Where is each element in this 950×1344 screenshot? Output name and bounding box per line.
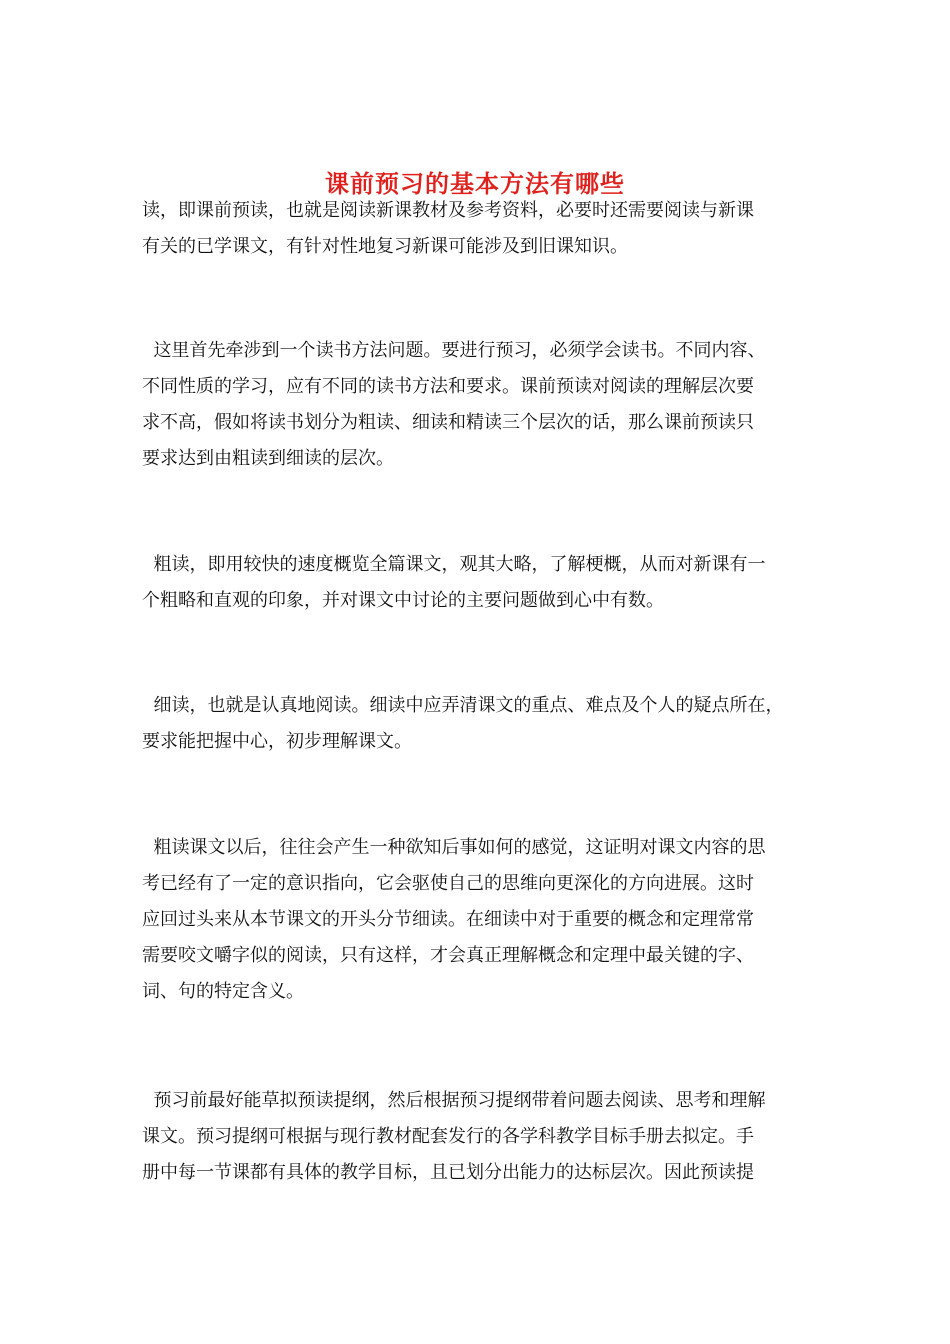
- paragraph-line: 粗读课文以后，往往会产生一种欲知后事如何的感觉，这证明对课文内容的思: [142, 837, 766, 858]
- paragraph-5: [142, 830, 814, 1010]
- paragraph-line: 粗读，即用较快的速度概览全篇课文，观其大略，了解梗概，从而对新课有一: [142, 554, 766, 575]
- paragraph-line: 个粗略和直观的印象，并对课文中讨论的主要问题做到心中有数。: [142, 590, 664, 611]
- document-title: 课前预习的基本方法有哪些: [325, 169, 625, 199]
- paragraph-4: [142, 688, 814, 760]
- paragraph-line: 应回过头来从本节课文的开头分节细读。在细读中对于重要的概念和定理常常: [142, 909, 754, 930]
- paragraph-line: 有关的已学课文，有针对性地复习新课可能涉及到旧课知识。: [142, 236, 628, 257]
- paragraph-line: 需要咬文嚼字似的阅读，只有这样，才会真正理解概念和定理中最关键的字、: [142, 945, 754, 966]
- paragraph-line: 要求达到由粗读到细读的层次。: [142, 448, 394, 469]
- paragraph-line: 册中每一节课都有具体的教学目标，且已划分出能力的达标层次。因此预读提: [142, 1162, 754, 1183]
- paragraph-3: [142, 547, 814, 619]
- paragraph-line: 求不高，假如将读书划分为粗读、细读和精读三个层次的话，那么课前预读只: [142, 412, 754, 433]
- paragraph-line: 词、句的特定含义。: [142, 981, 304, 1002]
- paragraph-line: 要求能把握中心，初步理解课文。: [142, 731, 412, 752]
- paragraph-6: [142, 1083, 814, 1191]
- paragraph-1: [142, 193, 814, 265]
- paragraph-line: 这里首先牵涉到一个读书方法问题。要进行预习，必须学会读书。不同内容、: [142, 340, 766, 361]
- paragraph-line: 读，即课前预读，也就是阅读新课教材及参考资料，必要时还需要阅读与新课: [142, 200, 754, 221]
- paragraph-2: [142, 333, 814, 477]
- paragraph-line: 考已经有了一定的意识指向，它会驱使自己的思维向更深化的方向进展。这时: [142, 873, 754, 894]
- paragraph-line: 预习前最好能草拟预读提纲，然后根据预习提纲带着问题去阅读、思考和理解: [142, 1090, 766, 1111]
- paragraph-line: 不同性质的学习，应有不同的读书方法和要求。课前预读对阅读的理解层次要: [142, 376, 754, 397]
- paragraph-line: 细读，也就是认真地阅读。细读中应弄清课文的重点、难点及个人的疑点所在，: [142, 695, 784, 716]
- paragraph-line: 课文。预习提纲可根据与现行教材配套发行的各学科教学目标手册去拟定。手: [142, 1126, 754, 1147]
